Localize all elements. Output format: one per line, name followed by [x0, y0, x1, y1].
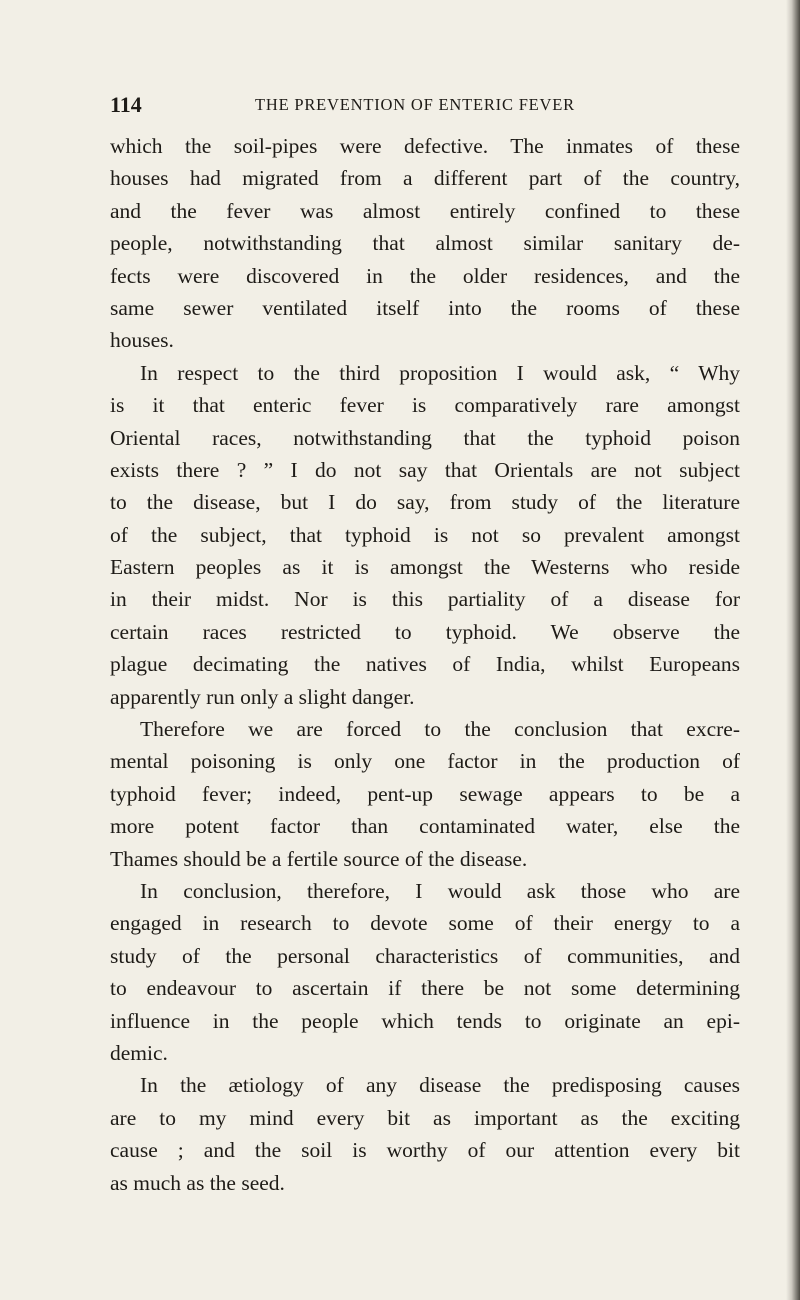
text-line: as much as the seed.	[110, 1170, 285, 1195]
text-line: fects were discovered in the older residences, and the	[110, 263, 740, 288]
text-line: cause ; and the soil is worthy of our attention every bit	[110, 1138, 740, 1163]
text-line: engaged in research to devote some of their energy to a	[110, 911, 740, 936]
text-line: in their midst. Nor is this partiality of a disease for	[110, 587, 740, 612]
page-number: 114	[110, 92, 142, 117]
text-line: are to my mind every bit as important as the exciting	[110, 1105, 740, 1130]
text-line: same sewer ventilated itself into the rooms of these	[110, 295, 740, 320]
text-line: exists there ? ” I do not say that Orientals are not subject	[110, 457, 740, 482]
text-line: In the ætiology of any disease the predisposing causes	[140, 1073, 740, 1098]
text-line: more potent factor than contaminated water, else the	[110, 814, 740, 839]
text-line: of the subject, that typhoid is not so prevalent amongst	[110, 522, 740, 547]
text-line: people, notwithstanding that almost similar sanitary de-	[110, 231, 740, 256]
page-edge-shadow	[786, 0, 800, 1300]
text-line: to endeavour to ascertain if there be not some determining	[110, 976, 740, 1001]
body-text	[110, 130, 740, 1199]
text-line: houses.	[110, 328, 174, 353]
text-line: apparently run only a slight danger.	[110, 684, 415, 709]
page-header	[110, 90, 740, 120]
text-line: demic.	[110, 1040, 168, 1065]
text-line: and the fever was almost entirely confined to these	[110, 198, 740, 223]
text-line: mental poisoning is only one factor in the production of	[110, 749, 740, 774]
text-line: study of the personal characteristics of communities, and	[110, 943, 740, 968]
text-line: Oriental races, notwithstanding that the typhoid poison	[110, 425, 740, 450]
text-line: which the soil-pipes were defective. The inmates of these	[110, 134, 740, 158]
running-head: THE PREVENTION OF ENTERIC FEVER	[255, 95, 575, 114]
text-line: to the disease, but I do say, from study of the literature	[110, 490, 740, 515]
text-line: influence in the people which tends to originate an epi-	[110, 1008, 740, 1033]
text-line: Eastern peoples as it is amongst the Westerns who reside	[110, 555, 740, 580]
text-line: plague decimating the natives of India, whilst Europeans	[110, 652, 740, 677]
text-line: Therefore we are forced to the conclusion that excre-	[140, 717, 740, 742]
text-line: Thames should be a fertile source of the disease.	[110, 846, 528, 871]
text-line: typhoid fever; indeed, pent-up sewage appears to be a	[110, 781, 740, 806]
text-line: certain races restricted to typhoid. We observe the	[110, 619, 740, 644]
text-line: houses had migrated from a different part of the country,	[110, 166, 740, 191]
text-line: is it that enteric fever is comparatively rare amongst	[110, 393, 740, 418]
text-line: In respect to the third proposition I would ask, “ Why	[140, 360, 740, 385]
text-line: In conclusion, therefore, I would ask those who are	[140, 878, 740, 903]
